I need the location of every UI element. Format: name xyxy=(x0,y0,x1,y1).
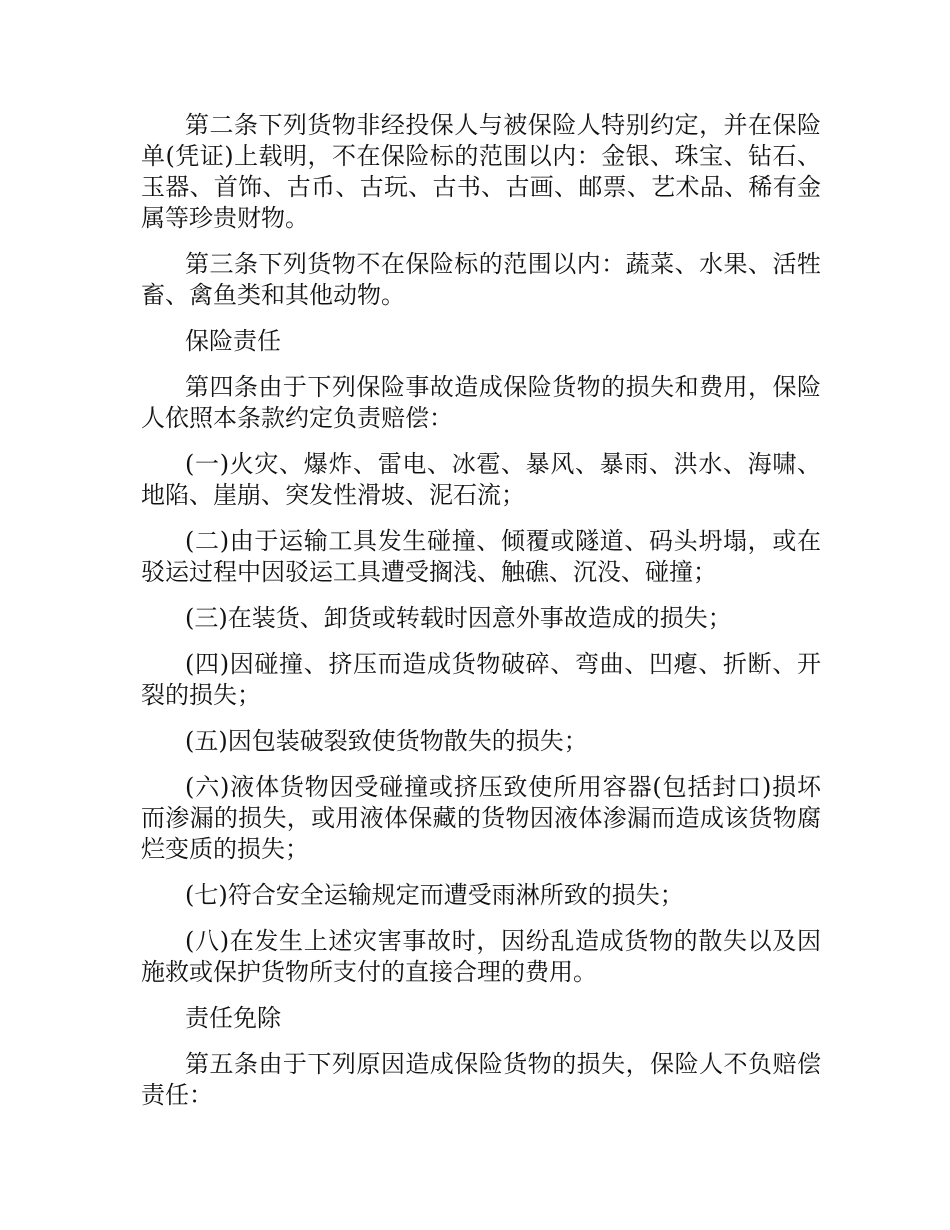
list-item-8: (八)在发生上述灾害事故时，因纷乱造成货物的散失以及因施救或保护货物所支付的直接合理的费用。 xyxy=(141,927,821,986)
article-2-paragraph: 第二条下列货物非经投保人与被保险人特别约定，并在保险单(凭证)上载明，不在保险标的范围以内：金银、珠宝、钻石、玉器、首饰、古币、古玩、古书、古画、邮票、艺术品、稀有金属等珍贵财物。 xyxy=(141,111,821,232)
list-item-2: (二)由于运输工具发生碰撞、倾覆或隧道、码头坍塌，或在驳运过程中因驳运工具遭受搁浅、触礁、沉没、碰撞； xyxy=(141,527,821,586)
section-heading-insurance-liability: 保险责任 xyxy=(185,327,281,355)
list-item-7: (七)符合安全运输规定而遭受雨淋所致的损失； xyxy=(185,881,684,909)
list-item-3: (三)在装货、卸货或转载时因意外事故造成的损失； xyxy=(185,604,732,632)
list-item-5: (五)因包装破裂致使货物散失的损失； xyxy=(185,727,588,755)
article-5-paragraph: 第五条由于下列原因造成保险货物的损失，保险人不负赔偿责任： xyxy=(141,1050,821,1109)
list-item-1: (一)火灾、爆炸、雷电、冰雹、暴风、暴雨、洪水、海啸、地陷、崖崩、突发性滑坡、泥石流； xyxy=(141,450,821,509)
section-heading-exclusions: 责任免除 xyxy=(185,1004,281,1032)
list-item-4: (四)因碰撞、挤压而造成货物破碎、弯曲、凹瘪、折断、开裂的损失； xyxy=(141,650,821,709)
article-3-paragraph: 第三条下列货物不在保险标的范围以内：蔬菜、水果、活牲畜、禽鱼类和其他动物。 xyxy=(141,250,821,309)
document-body xyxy=(141,110,821,1126)
article-4-paragraph: 第四条由于下列保险事故造成保险货物的损失和费用，保险人依照本条款约定负责赔偿： xyxy=(141,373,821,432)
list-item-6: (六)液体货物因受碰撞或挤压致使所用容器(包括封口)损坏而渗漏的损失，或用液体保藏的货物因液体渗漏而造成该货物腐烂变质的损失； xyxy=(141,773,821,863)
